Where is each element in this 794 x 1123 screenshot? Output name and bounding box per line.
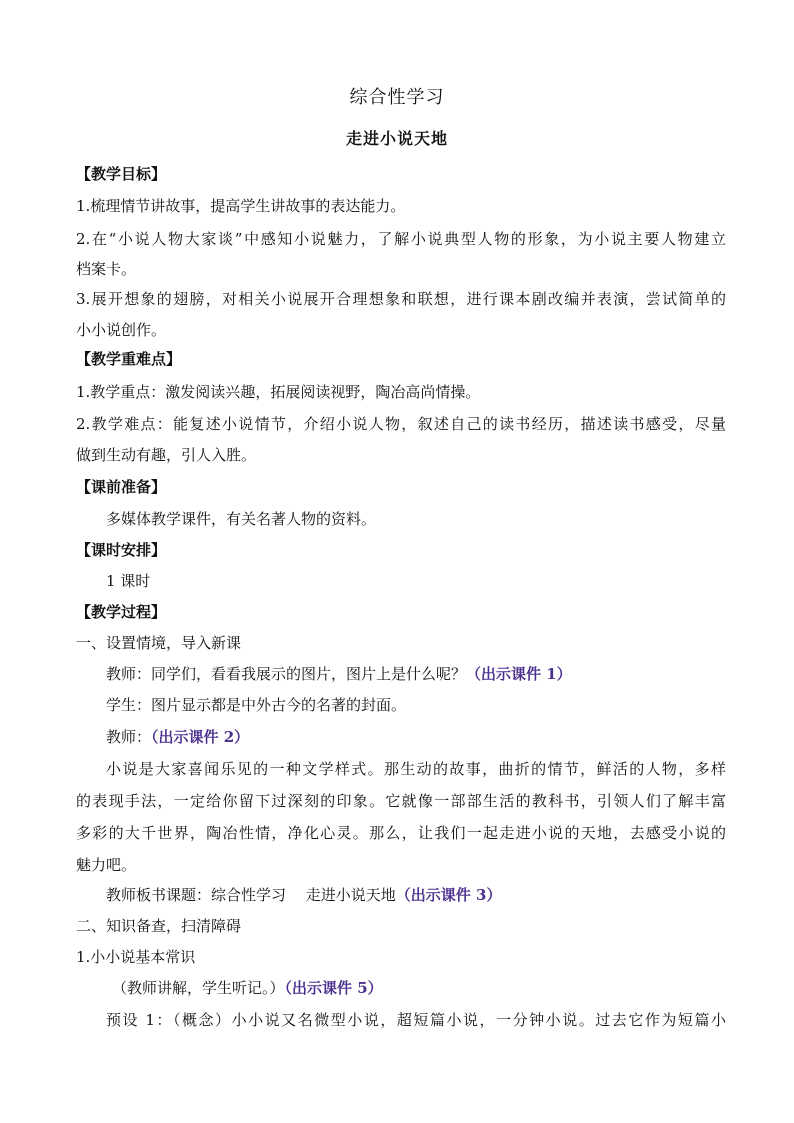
goal-3-line1: 3.展开想象的翅膀，对相关小说展开合理想象和联想，进行课本剧改编并表演，尝试简单的 xyxy=(76,290,726,308)
goal-2-line2: 档案卡。 xyxy=(76,260,137,278)
goal-1: 1.梳理情节讲故事，提高学生讲故事的表达能力。 xyxy=(76,197,406,215)
goal-2-line1: 2.在“小说人物大家谈”中感知小说魅力，了解小说典型人物的形象，为小说主要人物建立 xyxy=(76,230,726,248)
board-title-line xyxy=(106,884,726,906)
prep-text: 多媒体教学课件，有关名著人物的资料。 xyxy=(106,510,377,528)
step-2-heading: 二、知识备查，扫清障碍 xyxy=(76,917,242,935)
prep-heading: 【课前准备】 xyxy=(76,478,167,496)
preset-1-line: 预设 1：（概念）小小说又名微型小说，超短篇小说，一分钟小说。过去它作为短篇小 xyxy=(106,1011,726,1029)
key-point-2-line2: 做到生动有趣，引人入胜。 xyxy=(76,446,257,464)
courseware-ref-1: （出示课件 1） xyxy=(466,665,572,683)
process-heading: 【教学过程】 xyxy=(76,603,167,621)
teacher-line-2 xyxy=(106,726,726,748)
page-subtitle: 走进小说天地 xyxy=(345,129,448,148)
intro-paragraph-line3: 多彩的大千世界，陶冶性情，净化心灵。那么，让我们一起走进小说的天地，去感受小说的 xyxy=(76,824,726,842)
intro-paragraph-line4: 魅力吧。 xyxy=(76,856,137,874)
page-title: 综合性学习 xyxy=(349,87,445,108)
goal-3-line2: 小小说创作。 xyxy=(76,321,167,339)
knowledge-1-heading: 1.小小说基本常识 xyxy=(76,948,196,966)
board-title-text: 教师板书课题：综合性学习 走进小说天地 xyxy=(106,886,396,904)
teacher-line-2-text: 教师： xyxy=(106,728,152,746)
intro-paragraph-line1: 小说是大家喜闻乐见的一种文学样式。那生动的故事，曲折的情节，鲜活的人物，多样 xyxy=(106,760,726,778)
time-heading: 【课时安排】 xyxy=(76,541,167,559)
time-text: 1 课时 xyxy=(106,572,151,590)
knowledge-1-note-text: （教师讲解，学生听记。） xyxy=(112,979,285,997)
key-heading: 【教学重难点】 xyxy=(76,350,182,368)
step-1-heading: 一、设置情境，导入新课 xyxy=(76,634,242,652)
courseware-ref-5: （出示课件 5） xyxy=(284,979,383,997)
key-point-2-line1: 2.教学难点：能复述小说情节，介绍小说人物，叙述自己的读书经历，描述读书感受，尽量 xyxy=(76,415,726,433)
teacher-line-1 xyxy=(106,663,726,685)
teacher-line-1-text: 教师：同学们，看看我展示的图片，图片上是什么呢？ xyxy=(106,665,467,683)
courseware-ref-3: （出示课件 3） xyxy=(395,886,502,904)
student-line-1: 学生：图片显示都是中外古今的名著的封面。 xyxy=(106,696,407,714)
goals-heading: 【教学目标】 xyxy=(76,165,167,183)
key-point-1: 1.教学重点：激发阅读兴趣，拓展阅读视野，陶冶高尚情操。 xyxy=(76,383,481,401)
intro-paragraph-line2: 的表现手法，一定给你留下过深刻的印象。它就像一部部生活的教科书，引领人们了解丰富 xyxy=(76,792,726,810)
knowledge-1-note xyxy=(112,977,726,999)
courseware-ref-2: （出示课件 2） xyxy=(151,728,250,746)
